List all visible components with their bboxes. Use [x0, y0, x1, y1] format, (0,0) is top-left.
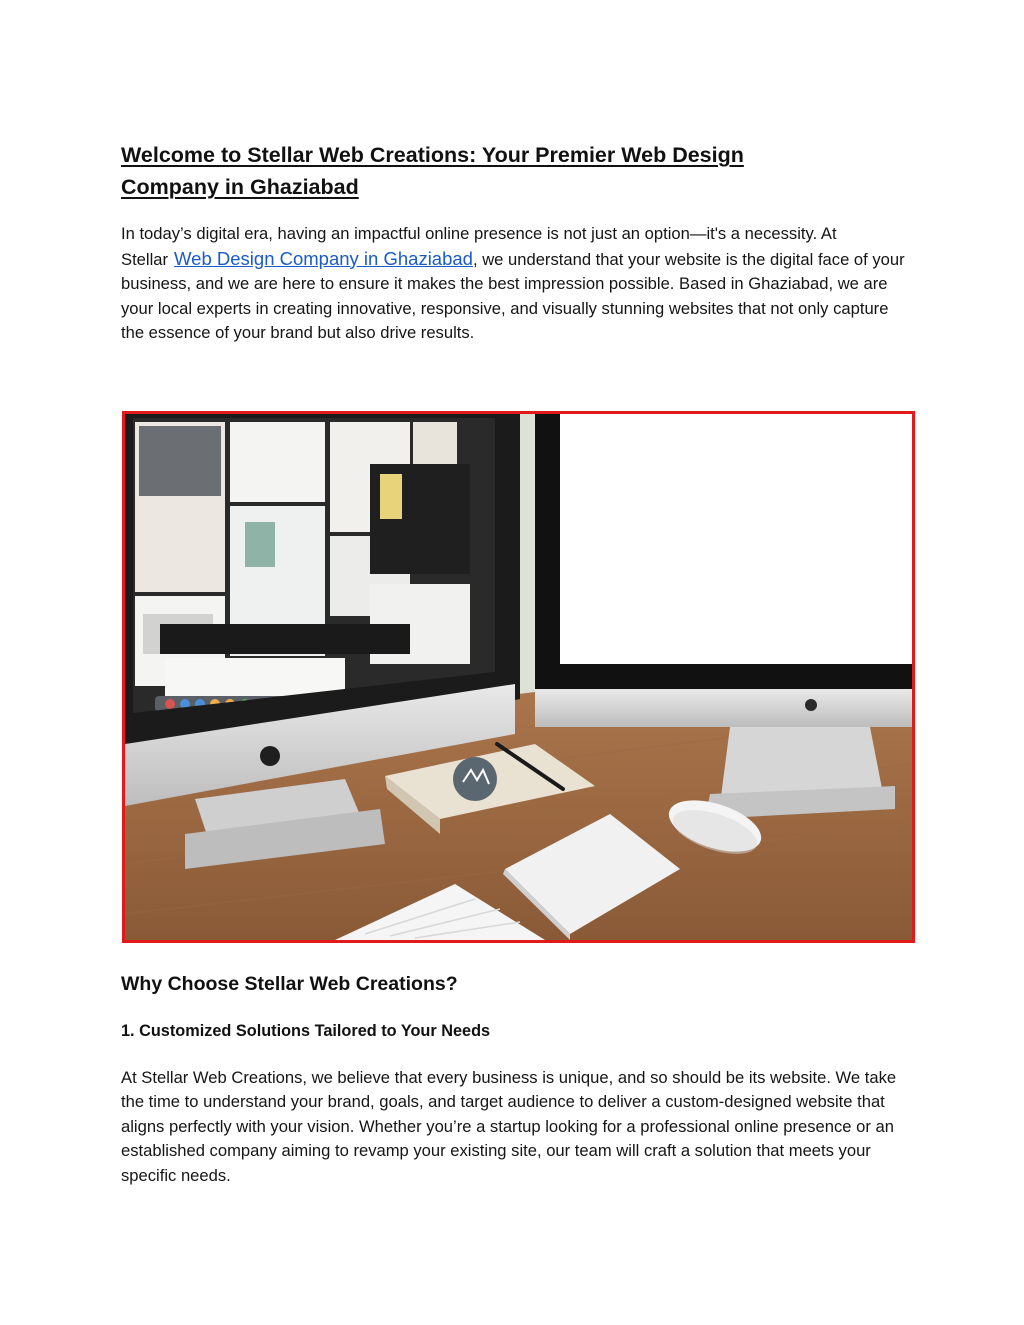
section-heading-why-choose: Why Choose Stellar Web Creations? — [121, 973, 458, 995]
intro-text-after-link: , we understand that your website is the digital face of your business, and we are here to ensure it makes the best impression possible. Based in Ghaziabad, we are your local experts in creating innovative, responsive, and visually stunning websites that not only capture the essence of your brand but also drive results. — [121, 249, 905, 343]
page-title: Welcome to Stellar Web Creations: Your Premier Web Design Company in Ghaziabad — [121, 143, 744, 199]
subsection-body-paragraph: At Stellar Web Creations, we believe that every business is unique, and so should be its website. We take the time to understand your brand, goals, and target audience to deliver a custom-designed website that aligns perfectly with your vision. Whether you’re a startup looking for a professional online presence or an established company aiming to revamp your existing site, our team will craft a solution that meets your specific needs. — [121, 1068, 897, 1185]
intro-text-before-link: In today’s digital era, having an impactful online presence is not just an option—it's a necessity. At Stellar — [121, 224, 837, 269]
desk-illustration — [125, 414, 912, 940]
hero-image-desk-computers — [122, 411, 915, 943]
subsection-heading-customized-solutions: 1. Customized Solutions Tailored to Your Needs — [121, 1022, 491, 1040]
intro-paragraph — [121, 222, 911, 346]
web-design-company-link[interactable]: Web Design Company in Ghaziabad — [174, 247, 473, 269]
